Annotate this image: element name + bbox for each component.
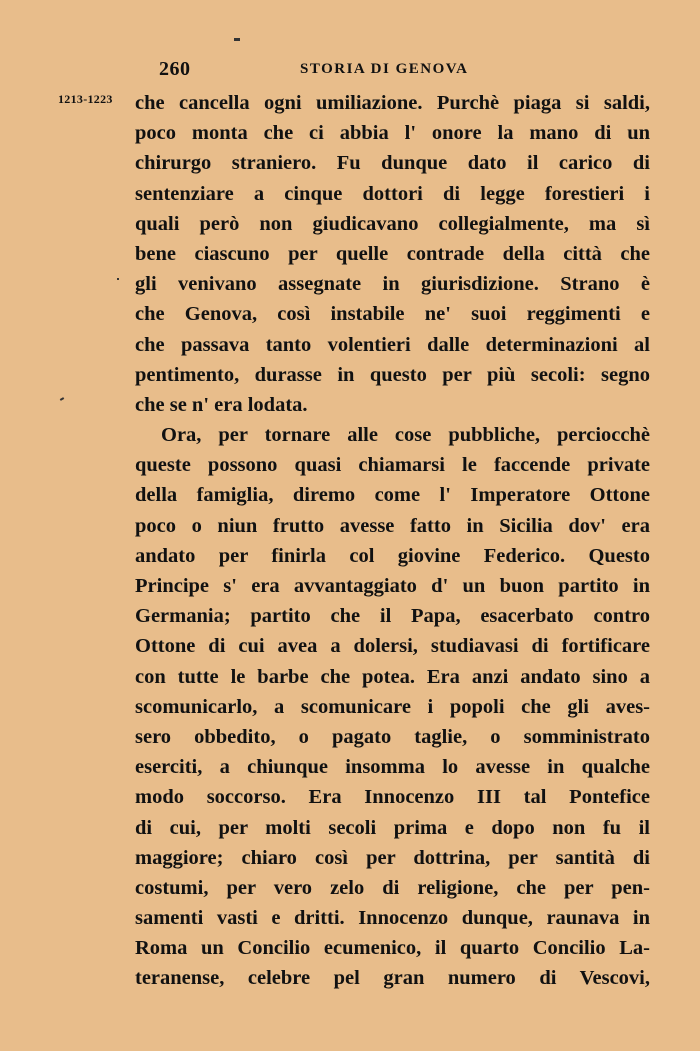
text-line: di cui, per molti secoli prima e dopo non fu il [135, 816, 650, 839]
text-line: queste possono quasi chiamarsi le faccende private [135, 454, 650, 477]
ink-speck [117, 278, 119, 280]
text-line: Ottone di cui avea a dolersi, studiavasi di fortificare [135, 635, 650, 658]
text-line: sero obbedito, o pagato taglie, o somministrato [135, 725, 650, 748]
text-line: della famiglia, diremo come l' Imperatore Ottone [135, 484, 650, 507]
text-line: poco monta che ci abbia l' onore la mano di un [135, 122, 650, 145]
running-title: STORIA DI GENOVA [300, 61, 469, 77]
text-line: maggiore; chiaro così per dottrina, per santità di [135, 846, 650, 869]
text-line: costumi, per vero zelo di religione, che per pen- [135, 876, 650, 899]
text-line: Ora, per tornare alle cose pubbliche, perciocchè [161, 424, 650, 447]
text-line: scomunicarlo, a scomunicare i popoli che gli aves- [135, 695, 650, 718]
margin-date-note: 1213-1223 [58, 92, 113, 106]
text-line: con tutte le barbe che potea. Era anzi andato sino a [135, 665, 650, 688]
text-line: teranense, celebre pel gran numero di Vescovi, [135, 967, 650, 990]
text-line: sentenziare a cinque dottori di legge forestieri i [135, 182, 650, 205]
ink-speck [234, 38, 240, 41]
text-line: che cancella ogni umiliazione. Purchè piaga si saldi, [135, 92, 650, 114]
text-line: che se n' era lodata. [135, 393, 308, 416]
text-line: modo soccorso. Era Innocenzo III tal Pontefice [135, 786, 650, 809]
text-line: Roma un Concilio ecumenico, il quarto Concilio La- [135, 937, 650, 960]
text-line: bene ciascuno per quelle contrade della città che [135, 242, 650, 265]
ink-speck [60, 397, 64, 401]
text-line: che Genova, così instabile ne' suoi reggimenti e [135, 303, 650, 326]
text-line: che passava tanto volentieri dalle determinazioni al [135, 333, 650, 356]
text-line: Germania; partito che il Papa, esacerbato contro [135, 605, 650, 628]
text-line: eserciti, a chiunque insomma lo avesse in qualche [135, 756, 650, 779]
body-text [135, 88, 650, 994]
text-line: gli venivano assegnate in giurisdizione. Strano è [135, 273, 650, 296]
page-header [135, 58, 650, 86]
text-line: poco o niun frutto avesse fatto in Sicilia dov' era [135, 514, 650, 537]
text-line: andato per finirla col giovine Federico. Questo [135, 544, 650, 567]
text-line: pentimento, durasse in questo per più secoli: segno [135, 363, 650, 386]
text-line: quali però non giudicavano collegialmente, ma sì [135, 212, 650, 235]
text-line: samenti vasti e dritti. Innocenzo dunque, raunava in [135, 907, 650, 930]
text-line: Principe s' era avvantaggiato d' un buon partito in [135, 575, 650, 597]
text-line: chirurgo straniero. Fu dunque dato il carico di [135, 152, 650, 175]
page-number: 260 [159, 58, 191, 80]
